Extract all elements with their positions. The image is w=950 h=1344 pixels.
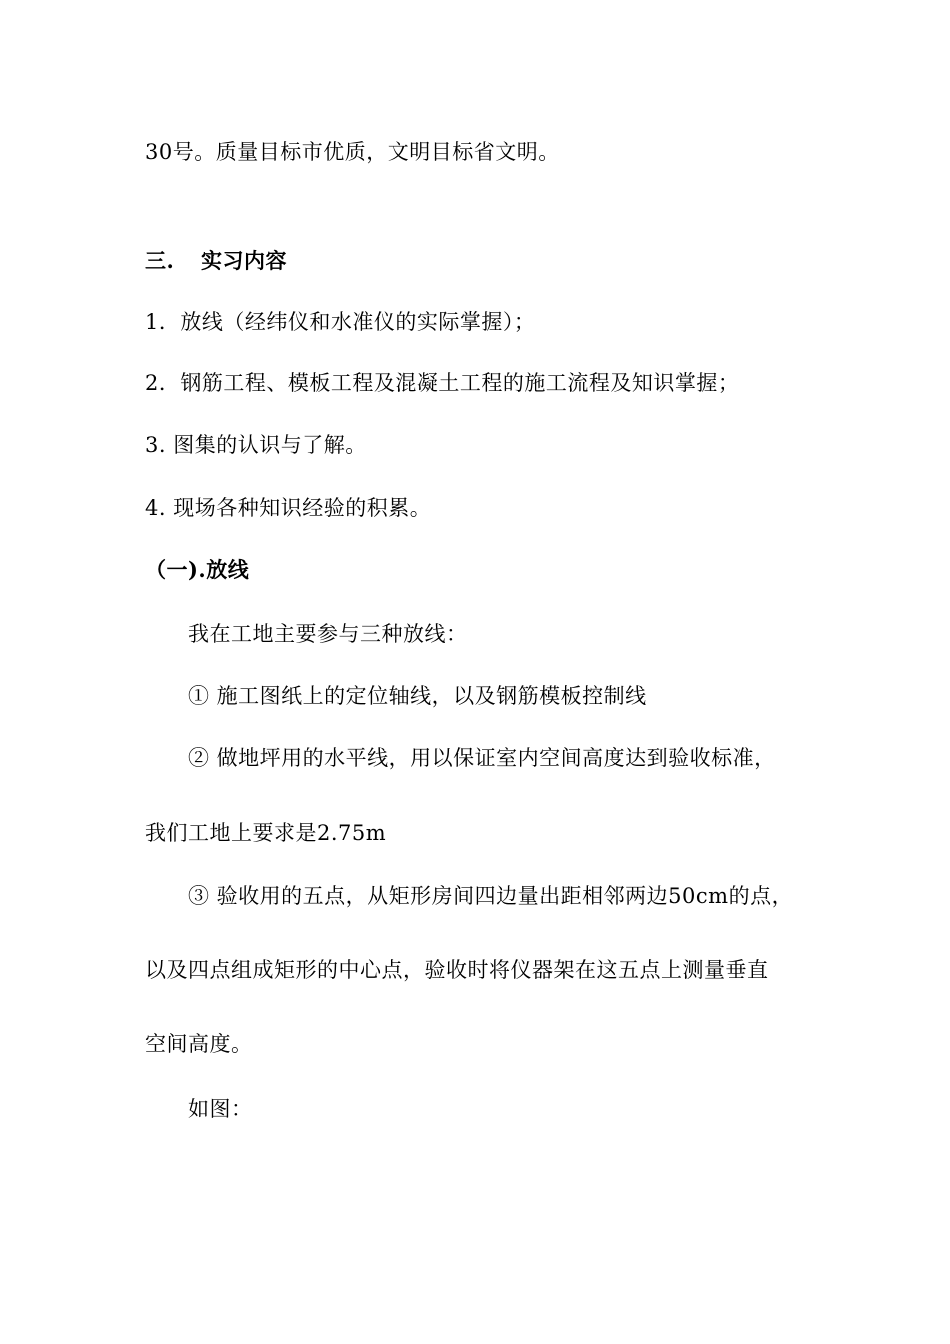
- paragraph-item-3-cont-2: 空间高度。: [145, 1032, 253, 1056]
- paragraph-item-3: ③ 验收用的五点，从矩形房间四边量出距相邻两边50cm的点，: [188, 884, 794, 908]
- paragraph-item-2: ② 做地坪用的水平线，用以保证室内空间高度达到验收标准，: [188, 746, 776, 770]
- figure-reference: 如图：: [188, 1097, 253, 1121]
- section-heading-title: 实习内容: [201, 248, 287, 273]
- subsection-heading: （一).放线: [145, 557, 250, 582]
- list-item: 1．放线（经纬仪和水准仪的实际掌握）；: [145, 310, 536, 334]
- paragraph-item-1: ① 施工图纸上的定位轴线，以及钢筋模板控制线: [188, 684, 647, 708]
- list-item: 3. 图集的认识与了解。: [145, 433, 367, 457]
- intro-line: 30号。质量目标市优质，文明目标省文明。: [145, 140, 560, 164]
- paragraph-item-3-cont: 以及四点组成矩形的中心点，验收时将仪器架在这五点上测量垂直: [145, 958, 769, 982]
- section-heading: [145, 246, 287, 276]
- list-item: 4. 现场各种知识经验的积累。: [145, 496, 432, 520]
- list-item: 2．钢筋工程、模板工程及混凝土工程的施工流程及知识掌握；: [145, 371, 740, 395]
- paragraph-item-2-cont: 我们工地上要求是2.75m: [145, 821, 387, 845]
- paragraph-intro: 我在工地主要参与三种放线：: [188, 622, 468, 646]
- section-heading-number: 三.: [145, 248, 175, 273]
